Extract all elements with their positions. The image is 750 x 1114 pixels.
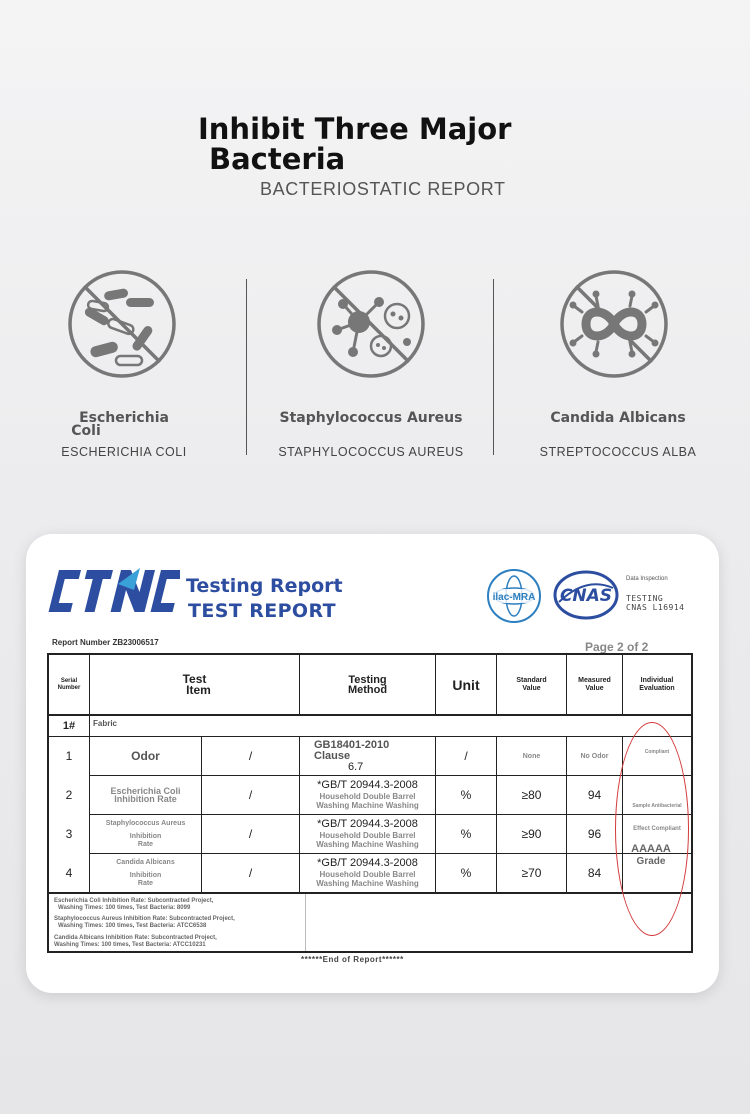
row4-item — [90, 854, 201, 892]
report-number: Report Number ZB23006517 — [52, 638, 159, 647]
row3-measured: 96 — [587, 827, 602, 841]
cnas-small-text: Data Inspection — [626, 576, 668, 582]
row4-method-l3: Washing Machine Washing — [316, 878, 419, 888]
footnote-staph — [54, 916, 235, 930]
eval-sample-antibacterial: Sample Antibacterial — [632, 803, 682, 809]
header-measured-l1: Measured — [578, 676, 611, 684]
red-annotation-circle — [615, 722, 689, 936]
row4-unit: % — [460, 866, 472, 880]
row1-no: 1 — [65, 749, 73, 763]
header-serial-l1: Serial — [60, 677, 78, 684]
row2-method-l1: *GB/T 20944.3-2008 — [317, 778, 418, 791]
row2-no: 2 — [65, 788, 73, 802]
row3-method-l1: *GB/T 20944.3-2008 — [317, 817, 418, 830]
eval-grade-level: AAAAA — [631, 843, 671, 855]
row1-unit: / — [464, 749, 468, 763]
header-unit: Unit — [452, 676, 480, 693]
row3-method — [300, 815, 435, 853]
footnote-candida — [54, 935, 217, 949]
ilac-mra-logo-icon — [486, 568, 542, 624]
bacteria-name-ecoli-line1: Escherichia — [79, 410, 169, 426]
row2-item-l1: Escherichia Coli — [110, 786, 181, 796]
row1-method-l2: Clause — [314, 749, 351, 762]
row2-method-l3: Washing Machine Washing — [316, 800, 419, 810]
sample-id: 1# — [62, 720, 76, 732]
header-method-l1: Testing — [348, 673, 387, 686]
row2-method — [300, 776, 435, 814]
sample-name: Fabric — [93, 718, 118, 728]
row2-item — [90, 776, 201, 814]
row4-standard: ≥70 — [521, 866, 542, 880]
cnas-testing-text: TESTING — [626, 594, 664, 603]
row4-sub: / — [248, 866, 253, 880]
header-standard — [497, 655, 566, 714]
bacteria-latin-ecoli: ESCHERICHIA COLI — [61, 445, 187, 459]
bacteria-item-ecoli — [0, 262, 248, 462]
divider-1 — [246, 279, 247, 455]
header-method — [300, 655, 435, 714]
row3-item-l2: Inhibition — [129, 832, 162, 840]
row1-method-l1: GB18401-2010 — [314, 738, 390, 751]
eval-grade-label: Grade — [636, 855, 666, 867]
row4-item-l2: Inhibition — [129, 871, 162, 879]
divider-2 — [493, 279, 494, 455]
row1-standard: None — [522, 752, 541, 760]
header-standard-l1: Standard — [516, 676, 547, 684]
footnote-ecoli-l2: Washing Times: 100 times, Test Bacteria: 8099 — [58, 905, 191, 911]
bacteria-name-candida: Candida Albicans — [550, 410, 686, 426]
row3-item-l1: Staphylococcus Aureus — [105, 819, 186, 827]
row3-method-l3: Washing Machine Washing — [316, 839, 419, 849]
row1-item: Odor — [131, 749, 160, 763]
header-evaluation — [623, 655, 691, 714]
row2-method-l2: Household Double Barrel — [319, 791, 416, 801]
bacteria-row — [0, 262, 750, 462]
test-report-card — [26, 534, 719, 993]
row3-unit: % — [460, 827, 472, 841]
bacteria-latin-candida: STREPTOCOCCUS ALBA — [539, 445, 697, 459]
row4-method-l2: Household Double Barrel — [319, 869, 416, 879]
row2-item-l2: Inhibition Rate — [114, 794, 177, 804]
row1-method — [300, 737, 435, 775]
row4-method — [300, 854, 435, 892]
bacteria-item-staph — [247, 262, 495, 462]
row2-measured: 94 — [587, 788, 602, 802]
page-number: Page 2 of 2 — [585, 640, 649, 654]
row4-method-l1: *GB/T 20944.3-2008 — [317, 856, 418, 869]
report-title-primary: Testing Report — [186, 575, 343, 597]
row3-no: 3 — [65, 827, 73, 841]
cnas-label: CNAS — [559, 586, 613, 606]
cnas-accreditation-mark — [626, 576, 696, 612]
hero-title-line1: Inhibit Three Major — [198, 112, 512, 146]
bacteria-name-ecoli-line2: Coli — [71, 423, 101, 439]
row4-item-l1: Candida Albicans — [116, 858, 175, 866]
footnote-ecoli — [54, 898, 213, 912]
header-measured — [567, 655, 622, 714]
bacteria-name-staph: Staphylococcus Aureus — [279, 410, 463, 426]
header-serial — [49, 655, 89, 714]
header-method-l2: Method — [347, 683, 388, 696]
row3-item — [90, 815, 201, 853]
eval-compliant: Compliant — [644, 749, 670, 755]
bacteria-item-candida — [494, 262, 742, 462]
ctnc-logo-icon — [48, 566, 180, 618]
footnote-candida-l2: Washing Times: 100 times, Test Bacteria: ATCC10231 — [54, 942, 206, 948]
rod-bacteria-icon — [66, 268, 178, 380]
cocci-bacteria-icon — [315, 268, 427, 380]
row3-item-l3: Rate — [137, 840, 154, 848]
row3-standard: ≥90 — [521, 827, 542, 841]
header-test-item — [90, 655, 299, 714]
cnas-code: CNAS L16914 — [626, 603, 685, 612]
row2-sub: / — [248, 788, 253, 802]
table-line — [49, 714, 691, 716]
row1-measured: No Odor — [580, 752, 609, 760]
virus-strain-icon — [558, 268, 670, 380]
header-item-l2: Item — [186, 682, 211, 697]
results-table — [47, 653, 693, 953]
hero-title-line2: Bacteria — [209, 142, 346, 176]
footnote-candida-l1: Candida Albicans Inhibition Rate: Subcontracted Project, — [54, 935, 217, 941]
bacteria-latin-staph: STAPHYLOCOCCUS AUREUS — [278, 445, 464, 459]
header-measured-l2: Value — [585, 684, 604, 692]
header-item-l1: Test — [182, 671, 207, 686]
footnote-staph-l2: Washing Times: 100 times, Test Bacteria: ATCC6538 — [58, 923, 207, 929]
header-serial-l2: Number — [57, 684, 81, 691]
footnote-ecoli-l1: Escherichia Coli Inhibition Rate: Subcontracted Project, — [54, 898, 214, 904]
table-line — [49, 892, 691, 894]
bacteria-name-ecoli — [0, 412, 248, 438]
end-of-report: ******End of Report****** — [301, 955, 404, 964]
row1-sub: / — [248, 749, 253, 763]
header-eval-l2: Evaluation — [639, 684, 675, 692]
eval-effect-compliant: Effect Compliant — [633, 826, 681, 832]
row2-standard: ≥80 — [521, 788, 542, 802]
table-line — [305, 894, 306, 951]
hero-subtitle: BACTERIOSTATIC REPORT — [260, 179, 506, 199]
footnote-staph-l1: Staphylococcus Aureus Inhibition Rate: Subcontracted Project, — [54, 916, 235, 922]
cnas-logo-icon — [553, 570, 619, 620]
hero-title — [198, 114, 511, 174]
row3-sub: / — [248, 827, 253, 841]
row2-unit: % — [460, 788, 472, 802]
report-title-secondary: TEST REPORT — [188, 600, 337, 622]
row1-method-l3: 6.7 — [348, 760, 364, 773]
row4-no: 4 — [65, 866, 73, 880]
header-eval-l1: Individual — [640, 676, 674, 684]
header-standard-l2: Value — [522, 684, 541, 692]
row4-measured: 84 — [587, 866, 602, 880]
row4-item-l3: Rate — [137, 879, 154, 887]
ilac-label: ilac-MRA — [492, 592, 536, 603]
row3-method-l2: Household Double Barrel — [319, 830, 416, 840]
